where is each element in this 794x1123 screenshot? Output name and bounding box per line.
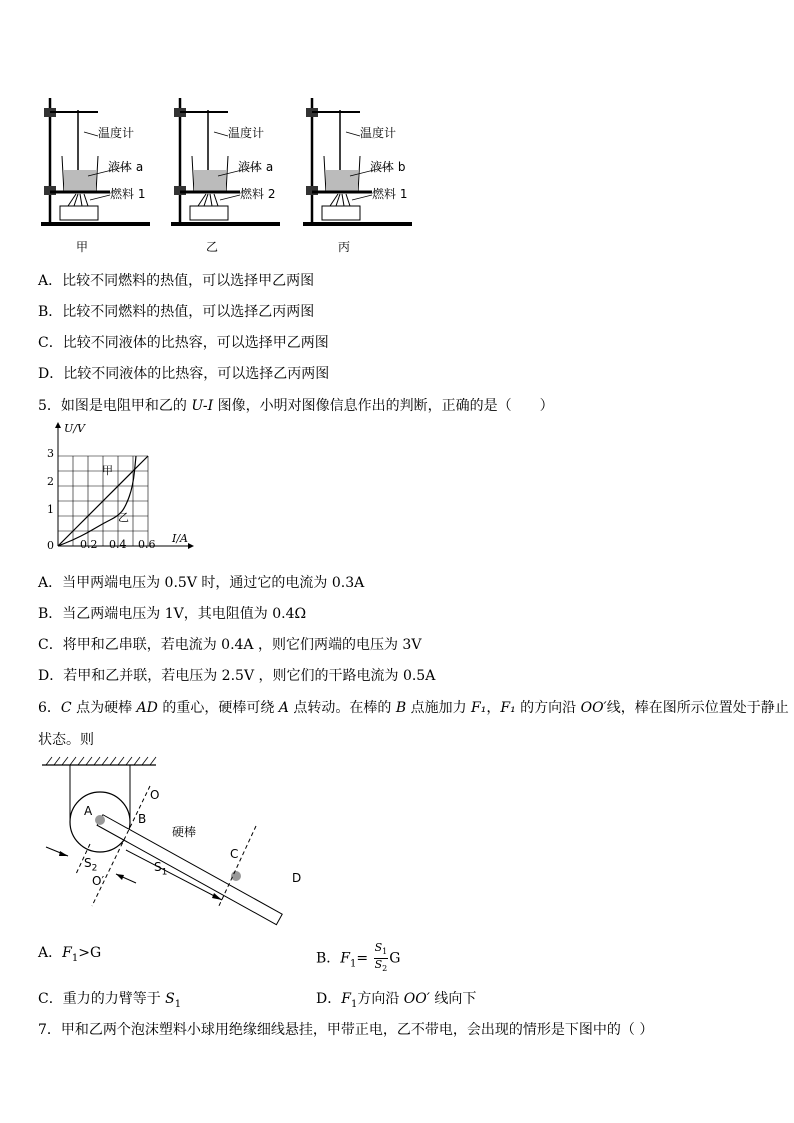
rod-label: 硬棒 [172,825,197,839]
q6-stem-part: 的重心，硬棒可绕 [157,700,279,716]
lever-diagram [38,756,318,916]
q5-option-c: C．将甲和乙串联，若电流为 0.4A ，则它们两端的电压为 3V [38,637,422,653]
fuel-label-jia: 燃料 1 [110,187,146,201]
q6-option-b-tail: G [389,950,401,967]
chart-xtick-3: 0.6 [138,538,156,551]
setup-jia [38,96,178,256]
caption-bing: 丙 [338,240,351,254]
chart-series-jia-label: 甲 [102,464,113,477]
chart-ytick-1: 1 [47,503,54,516]
q6-option-b-prefix: B． [316,950,341,967]
q6-option-d-rest: 方向沿 [357,991,404,1007]
q6-option-b-den-sub: 2 [382,964,388,974]
q6-option-a [38,942,101,964]
q6-option-b [316,942,400,975]
chart-origin-label: 0 [47,539,54,552]
point-d-label: D [292,871,302,885]
chart-xlabel: I/A [172,532,188,545]
setup-bing [300,96,440,256]
q6-option-b-num-letter: S [374,941,383,954]
q5-option-d: D．若甲和乙并联，若电压为 2.5V ，则它们的干路电流为 0.5A [38,668,436,684]
q6-stem-part: A [278,700,289,716]
q6-stem-part: ， [486,700,501,716]
q5-option-b: B．当乙两端电压为 1V，其电阻值为 0.4Ω [38,606,307,622]
caption-jia: 甲 [76,240,89,254]
chart-ylabel: U/V [64,422,85,435]
q4-option-c: C．比较不同液体的比热容，可以选择甲乙两图 [38,335,329,351]
q6-option-b-den-letter: S [374,958,383,972]
liquid-label-jia: 液体 a [108,160,144,174]
fuel-label-bing: 燃料 1 [372,187,408,201]
q6-option-a-rest: >G [78,945,102,961]
q6-option-c-sub: 1 [174,998,182,1010]
q6-stem-part: 点施加力 [406,700,472,716]
s2-label [84,856,97,873]
q6-option-c-prefix: C．重力的力臂等于 [38,991,166,1007]
q6-stem-part: 6． [38,700,61,716]
q6-stem-line2: 状态。则 [38,732,94,748]
q5-stem [38,395,554,415]
q4-option-a: A．比较不同燃料的热值，可以选择甲乙两图 [38,273,315,289]
point-o-label: O [150,788,160,802]
q6-stem-line1 [38,697,789,717]
liquid-label-yi: 液体 a [238,160,274,174]
thermometer-label-yi: 温度计 [228,126,265,140]
q6-option-b-num-sub: 1 [382,947,388,957]
q6-option-d-sub: 1 [350,998,358,1010]
ui-chart [38,422,198,557]
q7-stem: 7．甲和乙两个泡沫塑料小球用绝缘细线悬挂，甲带正电，乙不带电，会出现的情形是下图中的（ ） [38,1022,654,1038]
point-o-prime-label: O′ [92,874,105,888]
q6-stem-part: OO′ [580,700,607,716]
q6-option-d-oo: OO′ [403,991,430,1007]
q5-stem-post: 图像，小明对图像信息作出的判断，正确的是（ ） [213,398,554,414]
q6-option-d-tail: 线向下 [429,991,477,1007]
q6-option-b-eq: = [356,950,369,967]
q6-option-a-f: F [62,945,72,961]
q4-option-b: B．比较不同燃料的热值，可以选择乙丙两图 [38,304,315,320]
q6-stem-part: C [60,700,72,716]
chart-ytick-3: 3 [47,447,54,460]
point-a-label: A [84,804,93,818]
q6-stem-part: AD [136,700,158,716]
q6-option-b-num [374,942,389,959]
q6-stem-part: F₁ [471,700,487,716]
q6-stem-part: 点为硬棒 [71,700,137,716]
s1-label [154,860,167,877]
q5-option-a: A．当甲两端电压为 0.5V 时，通过它的电流为 0.3A [38,575,365,591]
q6-stem-part: 的方向沿 [515,700,581,716]
s2-letter: S [84,856,92,870]
q6-option-b-fraction [374,942,389,975]
point-b-label: B [138,812,147,826]
q6-option-d [316,988,476,1010]
q6-stem-part: B [395,700,407,716]
chart-xtick-2: 0.4 [109,538,127,551]
thermometer-label-bing: 温度计 [360,126,397,140]
s1-sub: 1 [161,867,168,878]
chart-ytick-2: 2 [47,475,54,488]
q6-option-d-prefix: D． [316,991,342,1007]
q6-option-c [38,988,181,1010]
fuel-label-yi: 燃料 2 [240,187,276,201]
q6-stem-part: 线，棒在图所示位置处于静止 [606,700,789,716]
point-c-label: C [230,847,239,861]
s2-sub: 2 [91,863,98,874]
q5-stem-ui: U-I [191,398,214,414]
caption-yi: 乙 [206,240,219,254]
q6-option-a-sub: 1 [71,952,79,964]
thermometer-label-jia: 温度计 [98,126,135,140]
q6-stem-part: 点转动。在棒的 [288,700,396,716]
q6-option-b-sub: 1 [350,958,357,970]
q6-option-c-s: S [165,991,175,1007]
q6-option-a-prefix: A． [38,945,63,961]
chart-xtick-1: 0.2 [80,538,98,551]
q4-option-d: D．比较不同液体的比热容，可以选择乙丙两图 [38,366,330,382]
s1-letter: S [154,860,162,874]
setup-yi [168,96,308,256]
q6-stem-part: F₁ [500,700,516,716]
liquid-label-bing: 液体 b [370,160,406,174]
chart-axes [55,422,194,549]
q6-option-d-f: F [341,991,351,1007]
chart-series-yi-label: 乙 [118,511,129,524]
q6-option-b-den [374,959,389,975]
q5-stem-pre: 5．如图是电阻甲和乙的 [38,398,192,414]
q6-option-b-f: F [340,950,351,967]
